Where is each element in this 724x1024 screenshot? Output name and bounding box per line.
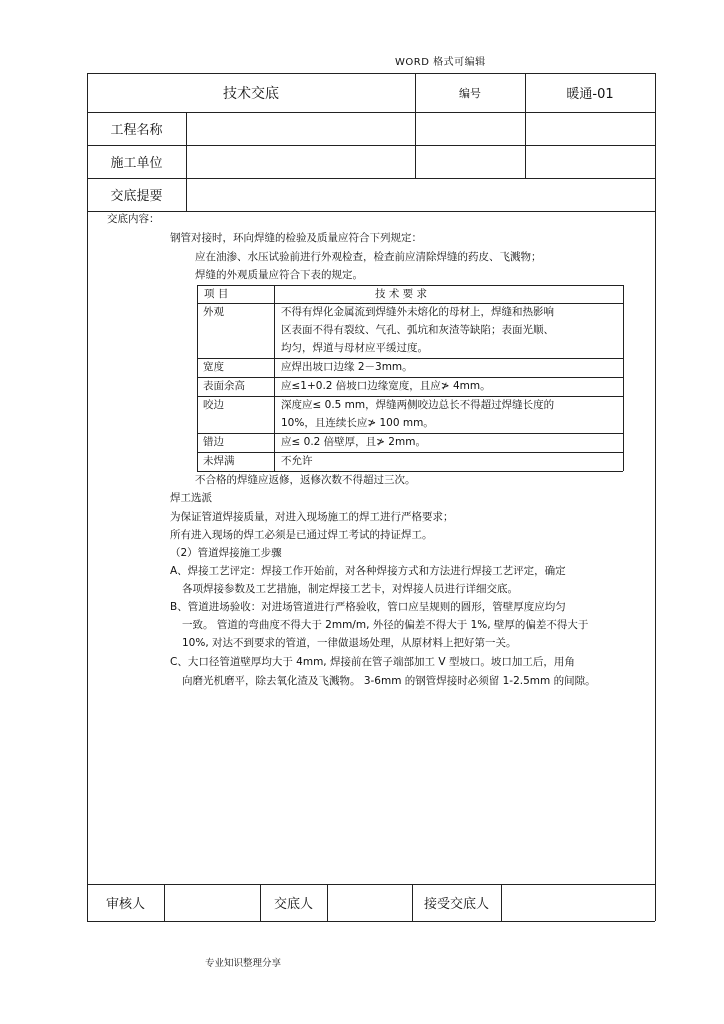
table-row-undercut-text: 10%，且连续长应≯ 100 mm。 (281, 417, 434, 429)
construction-unit-label: 施工单位 (110, 156, 163, 171)
table-row-reinforcement-item: 表面余高 (203, 380, 245, 392)
content-paragraph: B、管道进场验收：对进场管道进行严格验收，管口应呈规则的圆形，管壁厚度应均匀 (170, 601, 566, 613)
table-row-appearance-text: 均匀，焊道与母材应平缓过度。 (281, 342, 428, 354)
presenter-label: 交底人 (273, 897, 313, 912)
content-paragraph: 不合格的焊缝应返修，返修次数不得超过三次。 (195, 474, 416, 486)
content-paragraph: 焊缝的外观质量应符合下表的规定。 (195, 269, 363, 281)
content-paragraph: （2）管道焊接施工步骤 (170, 547, 282, 559)
content-paragraph: 一致。 管道的弯曲度不得大于 2mm/m, 外径的偏差不得大于 1%, 壁厚的偏差不得大于 (182, 619, 589, 631)
summary-label: 交底提要 (110, 189, 163, 204)
reviewer-label: 审核人 (105, 897, 145, 912)
form-title: 技术交底 (223, 85, 279, 102)
content-paragraph: 钢管对接时，环向焊缝的检验及质量应符合下列规定： (170, 232, 422, 244)
content-paragraph: 10%, 对达不到要求的管道，一律做退场处理，从原材料上把好第一关。 (182, 637, 517, 649)
table-row-underfill-item: 未焊满 (203, 455, 235, 467)
table-row-misalignment-text: 应≤ 0.2 倍壁厚，且≯ 2mm。 (281, 436, 426, 448)
content-paragraph: C、大口径管道壁厚均大于 4mm, 焊接前在管子端部加工 V 型坡口。坡口加工后，用角 (170, 656, 575, 668)
table-row-undercut-item: 咬边 (203, 399, 224, 411)
table-row-reinforcement-text: 应≤1+0.2 倍坡口边缘宽度，且应≯ 4mm。 (281, 380, 491, 392)
table-row-underfill-text: 不允许 (281, 455, 313, 467)
table-row-appearance-item: 外观 (203, 306, 224, 318)
content-paragraph: 向磨光机磨平，除去氧化渣及飞溅物。 3-6mm 的钢管焊接时必须留 1-2.5mm 的间隙。 (182, 675, 596, 687)
content-label: 交底内容： (107, 213, 160, 225)
content-paragraph: 焊工选派 (170, 492, 212, 504)
number-label: 编号 (459, 86, 481, 100)
content-paragraph: A、焊接工艺评定：焊接工作开始前，对各种焊接方式和方法进行焊接工艺评定，确定 (170, 565, 566, 577)
table-row-misalignment-item: 错边 (203, 436, 224, 448)
number-value: 暖通-01 (566, 87, 614, 102)
page-footer: 专业知识整理分享 (205, 958, 282, 969)
table-header-item: 项 目 (204, 288, 229, 300)
content-paragraph: 各项焊接参数及工艺措施，制定焊接工艺卡，对焊接人员进行详细交底。 (182, 583, 518, 595)
table-row-undercut-text: 深度应≤ 0.5 mm，焊缝两侧咬边总长不得超过焊缝长度的 (281, 399, 555, 411)
table-row-appearance-text: 区表面不得有裂纹、气孔、弧坑和灰渣等缺陷；表面光顺、 (281, 324, 554, 336)
content-paragraph: 为保证管道焊接质量，对进入现场施工的焊工进行严格要求； (170, 511, 454, 523)
page-header: WORD 格式可编辑 (395, 57, 486, 68)
table-row-width-text: 应焊出坡口边缘 2－3mm。 (281, 361, 413, 373)
table-row-appearance-text: 不得有焊化金属流到焊缝外未熔化的母材上，焊缝和热影响 (281, 306, 554, 318)
receiver-label: 接受交底人 (423, 897, 489, 912)
table-header-requirement: 技 术 要 求 (375, 288, 428, 300)
project-name-label: 工程名称 (110, 123, 163, 138)
content-paragraph: 所有进入现场的焊工必须是已通过焊工考试的持证焊工。 (170, 529, 433, 541)
content-paragraph: 应在油渗、水压试验前进行外观检查，检查前应清除焊缝的药皮、飞溅物； (195, 251, 542, 263)
table-row-width-item: 宽度 (203, 361, 224, 373)
